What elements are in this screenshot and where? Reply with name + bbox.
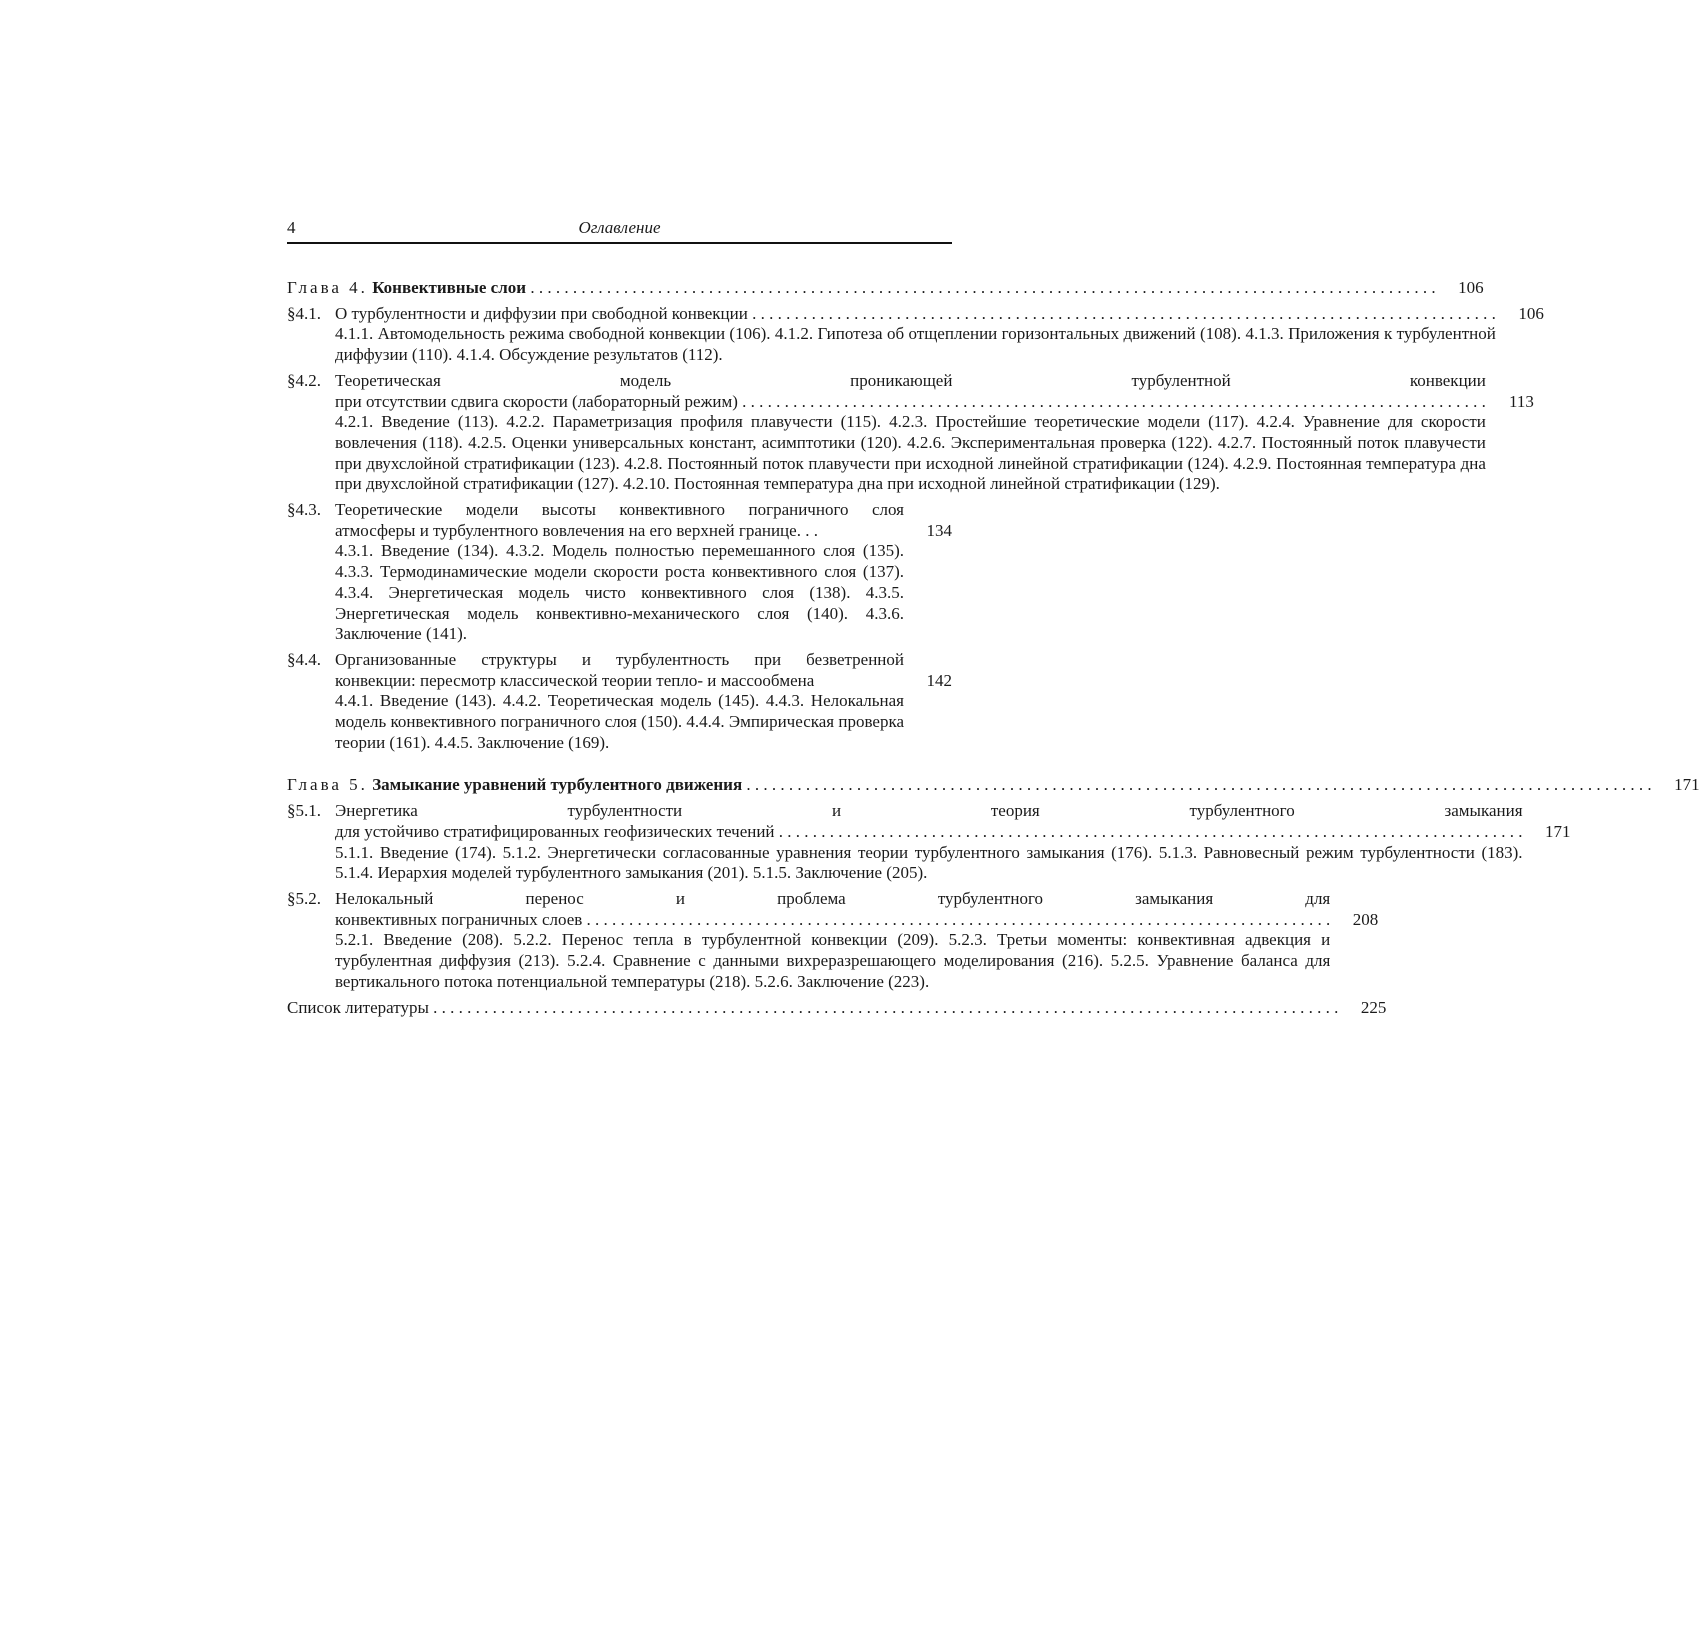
chapter-prefix: Глава 4.: [287, 278, 368, 297]
chapter-page: 106: [1458, 278, 1484, 297]
section-body: [335, 500, 952, 645]
section-title-line: [335, 671, 952, 692]
section-title-line: [335, 650, 952, 671]
section-page: 208: [1352, 909, 1379, 929]
subsection-list: 4.4.1. Введение (143). 4.4.2. Теоретическая модель (145). 4.4.3. Нелокальная модель конвективного пограничного слоя (150). 4.4.4. Эмпирическая проверка теории (161). 4.4.5. Заключение (169).: [335, 691, 904, 752]
section-number: §4.4.: [287, 649, 321, 669]
section-number: §5.1.: [287, 801, 321, 821]
subsection-list: 5.1.1. Введение (174). 5.1.2. Энергетически согласованные уравнения теории турбулентного замыкания (176). 5.1.3. Равновесный режим турбулентности (183). 5.1.4. Иерархия моделей турбулентного замыкания (201). 5.1.5. Заключение (205).: [335, 842, 1523, 883]
subsection-list: 4.2.1. Введение (113). 4.2.2. Параметризация профиля плавучести (115). 4.2.3. Простейшие теоретические модели (117). 4.2.4. Уравнение для скорости вовлечения (118). 4.2.5. Оценки универсальных констант, асимптотики (120). 4.2.6. Экспериментальная проверка (122). 4.2.7. Постоянный поток плавучести при двухслойной стратификации (123). 4.2.8. Постоянный поток плавучести при исходной линейной стратификации (124). 4.2.9. Постоянная температура дна при двухслойной стратификации (127). 4.2.10. Постоянная температура дна при исходной линейной стратификации (129).: [335, 412, 1486, 494]
section-body: [335, 801, 1571, 884]
section-body: [335, 889, 1378, 993]
section-entry: [287, 888, 1379, 993]
section-entry: [287, 500, 952, 645]
section-page: 171: [1545, 821, 1571, 841]
section-title-line: [335, 910, 1378, 931]
section-body: [335, 371, 1534, 495]
section-title-line: [335, 304, 1544, 325]
chapter-prefix: Глава 5.: [287, 775, 368, 795]
section-number: §5.2.: [287, 888, 321, 908]
subsection-list: 4.1.1. Автомодельность режима свободной конвекции (106). 4.1.2. Гипотеза об отщеплении горизонтальных движений (108). 4.1.3. Приложения к турбулентной диффузии (110). 4.1.4. Обсуждение результатов (112).: [335, 324, 1496, 365]
table-of-contents: [287, 278, 1700, 1018]
subsection-list: 5.2.1. Введение (208). 5.2.2. Перенос тепла в турбулентной конвекции (209). 5.2.3. Третьи моменты: конвективная адвекция и турбулентная диффузия (213). 5.2.4. Сравнение с данными вихреразрешающего моделирования (216). 5.2.5. Уравнение баланса для вертикального потока потенциальной температуры (218). 5.2.6. Заключение (223).: [335, 930, 1331, 991]
chapter-title-line: [287, 278, 1436, 299]
section-number: §4.1.: [287, 303, 321, 323]
references-page: 225: [1360, 997, 1387, 1017]
chapter-page: 171: [1674, 775, 1700, 795]
section-number: §4.3.: [287, 500, 321, 520]
section-body: [335, 304, 1544, 366]
section-title: для устойчиво стратифицированных геофизических течений . . .: [335, 822, 1523, 843]
references-entry: [287, 997, 1387, 1019]
section-title-line: [335, 801, 1571, 822]
section-body: [335, 650, 952, 754]
section-page: 113: [1509, 391, 1534, 411]
section-title: Теоретические модели высоты конвективного пограничного слоя: [335, 500, 904, 520]
section-title-line: [335, 500, 952, 521]
section-title-line: [335, 889, 1378, 910]
section-entry: [287, 650, 952, 754]
section-title-line: [335, 392, 1534, 413]
section-title: атмосферы и турбулентного вовлечения на его верхней границе. . .: [335, 520, 818, 540]
section-title: при отсутствии сдвига скорости (лабораторный режим) . . .: [335, 392, 1486, 413]
chapter-entry: [287, 278, 1484, 299]
section-entry: [287, 303, 1544, 366]
section-title-line: [335, 822, 1571, 843]
section-title: Теоретическая модель проникающей турбулентной конвекции: [335, 370, 1486, 390]
chapter-entry: [287, 775, 1700, 796]
chapter-title-line: [287, 775, 1652, 796]
header-title: Оглавление: [578, 218, 661, 237]
references-title: Список литературы . . .: [287, 998, 1338, 1019]
section-title: Организованные структуры и турбулентность при безветренной: [335, 649, 904, 669]
section-entry: [287, 370, 1534, 495]
section-title: Нелокальный перенос и проблема турбулентного замыкания для: [335, 888, 1331, 908]
section-number: §4.2.: [287, 370, 321, 390]
section-title: Энергетика турбулентности и теория турбулентного замыкания: [335, 801, 1523, 821]
section-title: О турбулентности и диффузии при свободной конвекции . . .: [335, 304, 1496, 325]
section-page: 106: [1518, 303, 1544, 323]
section-page: 134: [926, 520, 952, 540]
section-entry: [287, 801, 1571, 884]
running-header: [287, 218, 952, 244]
section-title-line: [335, 521, 952, 542]
chapter-title: Конвективные слои: [372, 278, 527, 297]
document-page: [287, 218, 1700, 1018]
chapter-title: Замыкание уравнений турбулентного движения: [372, 775, 743, 795]
section-title: конвективных пограничных слоев . . .: [335, 910, 1330, 931]
section-page: 142: [926, 670, 952, 690]
subsection-list: 4.3.1. Введение (134). 4.3.2. Модель полностью перемешанного слоя (135). 4.3.3. Термодинамические модели скорости роста конвективного слоя (137). 4.3.4. Энергетическая модель чисто конвективного слоя (138). 4.3.5. Энергетическая модель конвективно-механического слоя (140). 4.3.6. Заключение (141).: [335, 541, 904, 644]
section-title: конвекции: пересмотр классической теории тепло- и массообмена: [335, 670, 815, 690]
page-number: 4: [287, 218, 296, 237]
chapter-gap: [287, 753, 952, 775]
section-title-line: [335, 371, 1534, 392]
